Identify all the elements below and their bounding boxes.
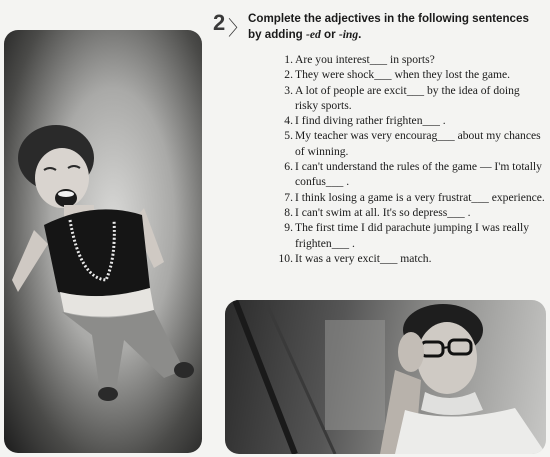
sentence-number: 1. [284,53,293,66]
exercise-instructions [248,11,543,43]
sentence-number: 7. [284,190,293,204]
sentence-text: My teacher was very encourag___ about my chances of winning. [295,129,541,158]
list-item [283,205,545,220]
list-item [283,83,545,114]
sentence-text: I think losing a game is a very frustrat___ experience. [295,190,545,204]
sentence-text: A lot of people are excit___ by the idea of doing risky sports. [295,83,520,112]
list-item [283,113,545,128]
list-item [283,190,545,205]
sentence-number: 3. [284,83,293,97]
sentence-text: I can't understand the rules of the game — I'm totally confus___ . [295,160,542,189]
sentence-text: They were shock___ when they lost the game. [295,68,511,82]
sentence-number: 6. [284,160,293,174]
list-item [283,52,545,67]
photo-shouting-woman [4,30,202,453]
sentence-text: I find diving rather frighten___ . [295,114,446,128]
sentence-number: 9. [284,221,293,235]
exercise-number: 2 [213,10,226,35]
instruction-by: by adding [248,28,306,41]
sentence-number: 4. [284,114,293,128]
suffix-ing: -ing [338,28,359,41]
sentence-text: I can't swim at all. It's so depress___ . [295,205,471,219]
list-item [283,220,545,251]
thoughtful-man-illustration [225,300,546,454]
list-item [283,128,545,159]
list-item [283,159,545,190]
instruction-line-2 [248,27,543,43]
list-item [283,67,545,82]
sentence-number: 5. [284,129,293,143]
suffix-ed: -ed [305,28,321,41]
exercise-arrow-icon: 〉 [228,18,248,40]
instruction-line-1: Complete the adjectives in the following sentences [248,12,529,25]
sentence-number: 10. [278,251,293,265]
sentence-number: 8. [284,205,293,219]
list-item [278,251,545,266]
sentence-number: 2. [284,68,293,82]
sentence-text: It was a very excit___ match. [295,251,432,265]
sentence-list [278,52,545,266]
sentence-text: The first time I did parachute jumping I was really frighten___ . [295,221,530,250]
instruction-or: or [320,28,339,41]
instruction-end: . [358,28,362,41]
photo-thoughtful-man [225,300,546,454]
sentence-text: Are you interest___ in sports? [295,53,435,66]
shouting-woman-illustration [4,30,202,453]
